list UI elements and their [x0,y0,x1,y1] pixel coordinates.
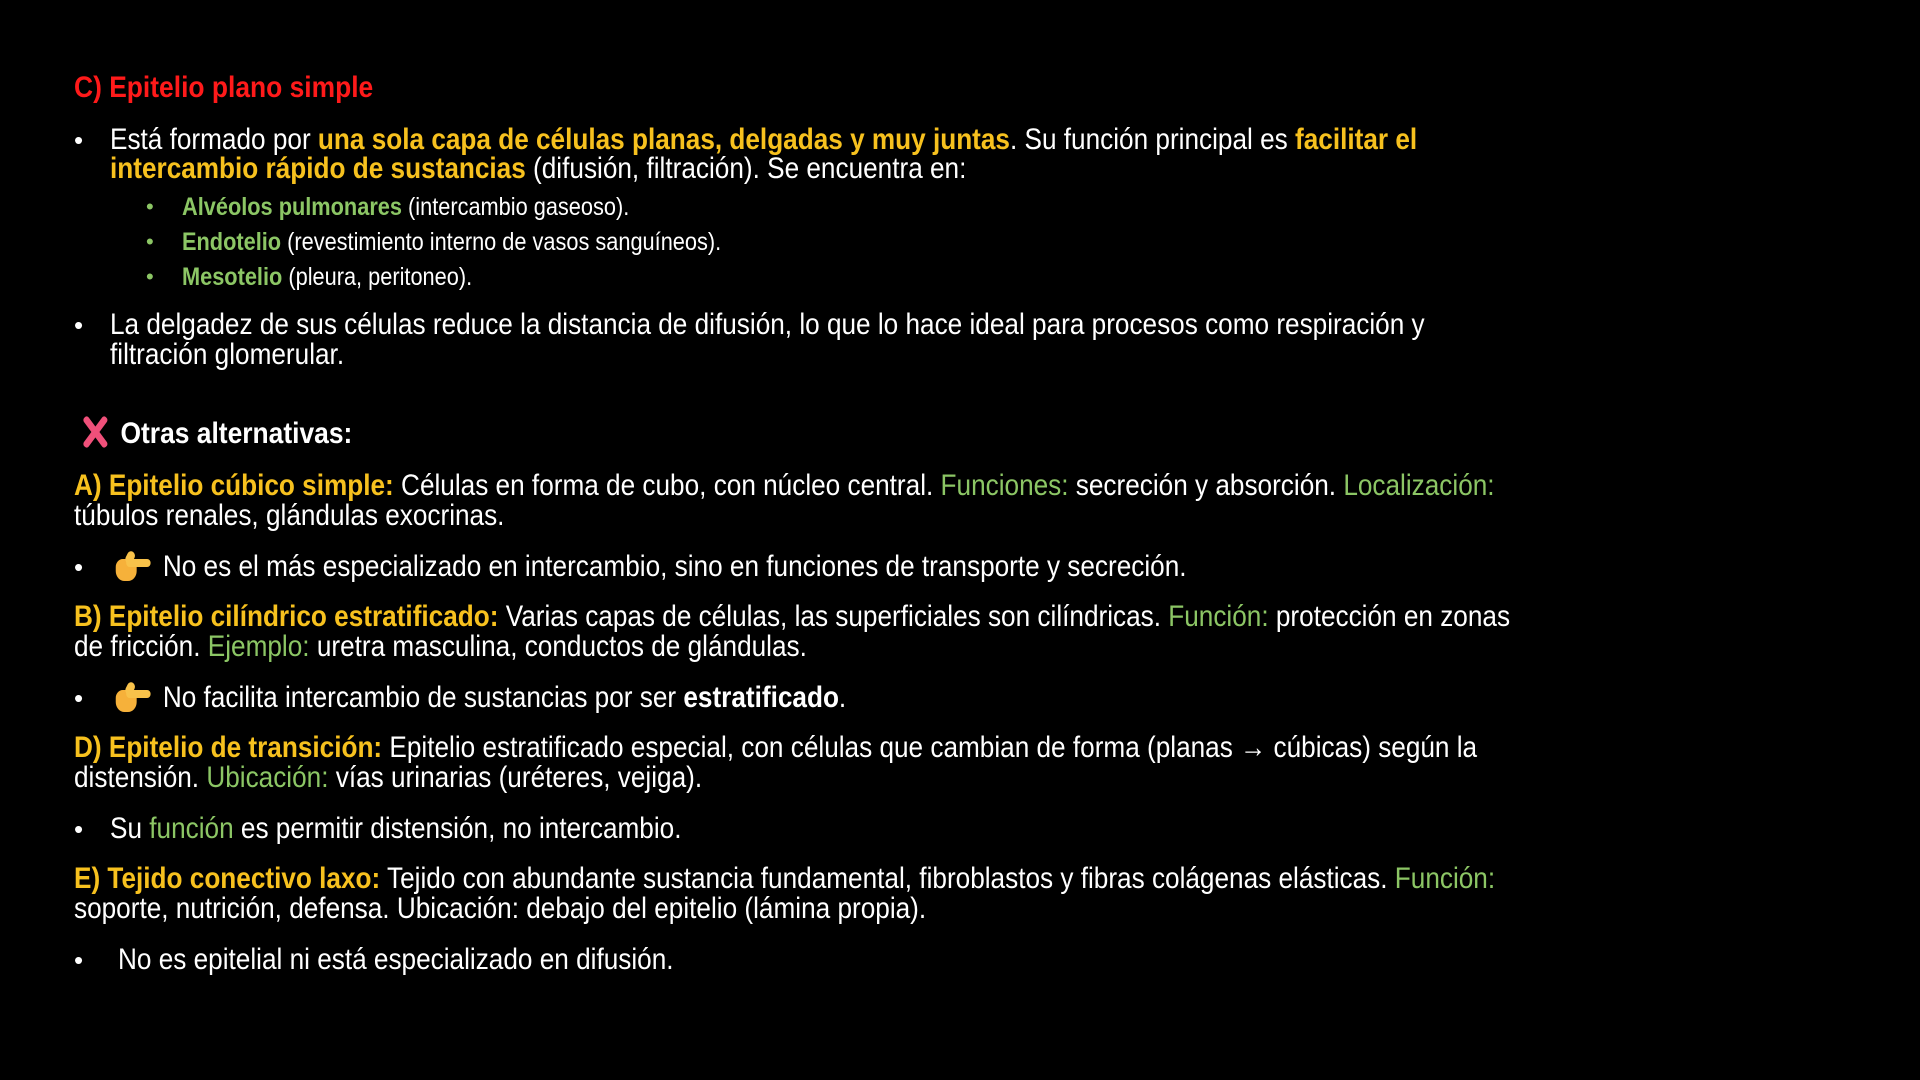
text-segment: Epitelio estratificado especial, con células que cambian de forma (planas → cúbicas) según la [382,731,1478,764]
pointing-hand-icon [114,681,152,713]
alternative-a-line1 [74,470,1495,502]
highlight-segment: intercambio rápido de sustancias [110,152,526,185]
sub-bullet-dot: • [146,229,154,254]
text-segment: Varias capas de células, las superficiales son cilíndricas. [498,600,1169,633]
text-segment: uretra masculina, conductos de glándulas. [309,630,807,663]
sub-bullet-dot: • [146,264,154,289]
text-segment: Tejido con abundante sustancia fundamental, fibroblastos y fibras colágenas elásticas. [380,862,1395,895]
alternative-b-line1 [74,601,1510,633]
x-mark-icon [80,415,110,449]
sub-item-desc: (pleura, peritoneo). [282,263,473,291]
alternative-b-line2 [74,631,807,663]
alternative-d-note [110,813,681,845]
section-title: C) Epitelio plano simple [74,71,374,104]
sub-item-endotelio [182,228,721,256]
bullet-dot: • [74,552,84,582]
field-label: Funciones: [940,469,1069,502]
text-segment: de fricción. [74,630,208,663]
bullet-line [110,153,966,185]
bullet-line: filtración glomerular. [110,338,345,371]
alternatives-heading-text: Otras alternativas: [120,417,353,450]
note-bold-text: estratificado [683,681,839,714]
alternative-a-line2: túbulos renales, glándulas exocrinas. [74,499,505,532]
bullet-dot: • [74,945,84,975]
field-label: Localización: [1343,469,1495,502]
pointing-hand-icon [114,550,152,582]
alternative-e-line2: soporte, nutrición, defensa. Ubicación: debajo del epitelio (lámina propia). [74,892,927,925]
alternative-label: E) Tejido conectivo laxo: [74,862,381,895]
sub-item-term: Mesotelio [182,263,283,291]
alternative-e-line1 [74,863,1495,895]
highlight-segment: facilitar el [1295,123,1418,156]
field-label: Ejemplo: [207,630,310,663]
text-segment: distensión. [74,761,207,794]
alternative-d-line1 [74,732,1477,764]
bullet-dot: • [74,814,84,844]
note-text: Su [110,812,150,845]
sub-item-mesotelio [182,263,472,291]
note-text: es permitir distensión, no intercambio. [233,812,682,845]
bullet-dot: • [74,310,84,340]
bullet-dot: • [74,683,84,713]
note-green-text: función [149,812,234,845]
alternative-label: B) Epitelio cilíndrico estratificado: [74,600,499,633]
highlight-segment: una sola capa de células planas, delgadas y muy juntas [317,123,1010,156]
alternative-d-line2 [74,762,702,794]
note-text: . [838,681,847,714]
alternative-label: D) Epitelio de transición: [74,731,383,764]
text-segment: (difusión, filtración). Se encuentra en: [525,152,967,185]
text-segment: Células en forma de cubo, con núcleo central. [393,469,941,502]
sub-item-term: Endotelio [182,228,282,256]
sub-item-desc: (intercambio gaseoso). [401,193,630,221]
text-segment: protección en zonas [1268,600,1511,633]
text-segment: vías urinarias (uréteres, vejiga). [328,761,703,794]
text-segment: Está formado por [110,123,318,156]
note-text: No facilita intercambio de sustancias por ser [162,681,684,714]
note-text: No es el más especializado en intercambio, sino en funciones de transporte y secreción. [162,550,1187,583]
sub-item-alveolos [182,193,629,221]
sub-item-desc: (revestimiento interno de vasos sanguíneos). [281,228,722,256]
text-segment: secreción y absorción. [1068,469,1344,502]
sub-item-term: Alvéolos pulmonares [182,193,402,221]
field-label: Función: [1394,862,1496,895]
field-label: Ubicación: [206,761,329,794]
sub-bullet-dot: • [146,194,154,219]
bullet-dot: • [74,125,84,155]
text-segment: . Su función principal es [1009,123,1296,156]
bullet-line: La delgadez de sus células reduce la distancia de difusión, lo que lo hace ideal para procesos como respiración y [110,308,1425,341]
alternative-a-note [114,551,1187,584]
alternatives-heading [80,418,352,452]
alternative-label: A) Epitelio cúbico simple: [74,469,394,502]
alternative-e-note: No es epitelial ni está especializado en difusión. [118,943,674,976]
field-label: Función: [1168,600,1269,633]
alternative-b-note [114,682,846,715]
